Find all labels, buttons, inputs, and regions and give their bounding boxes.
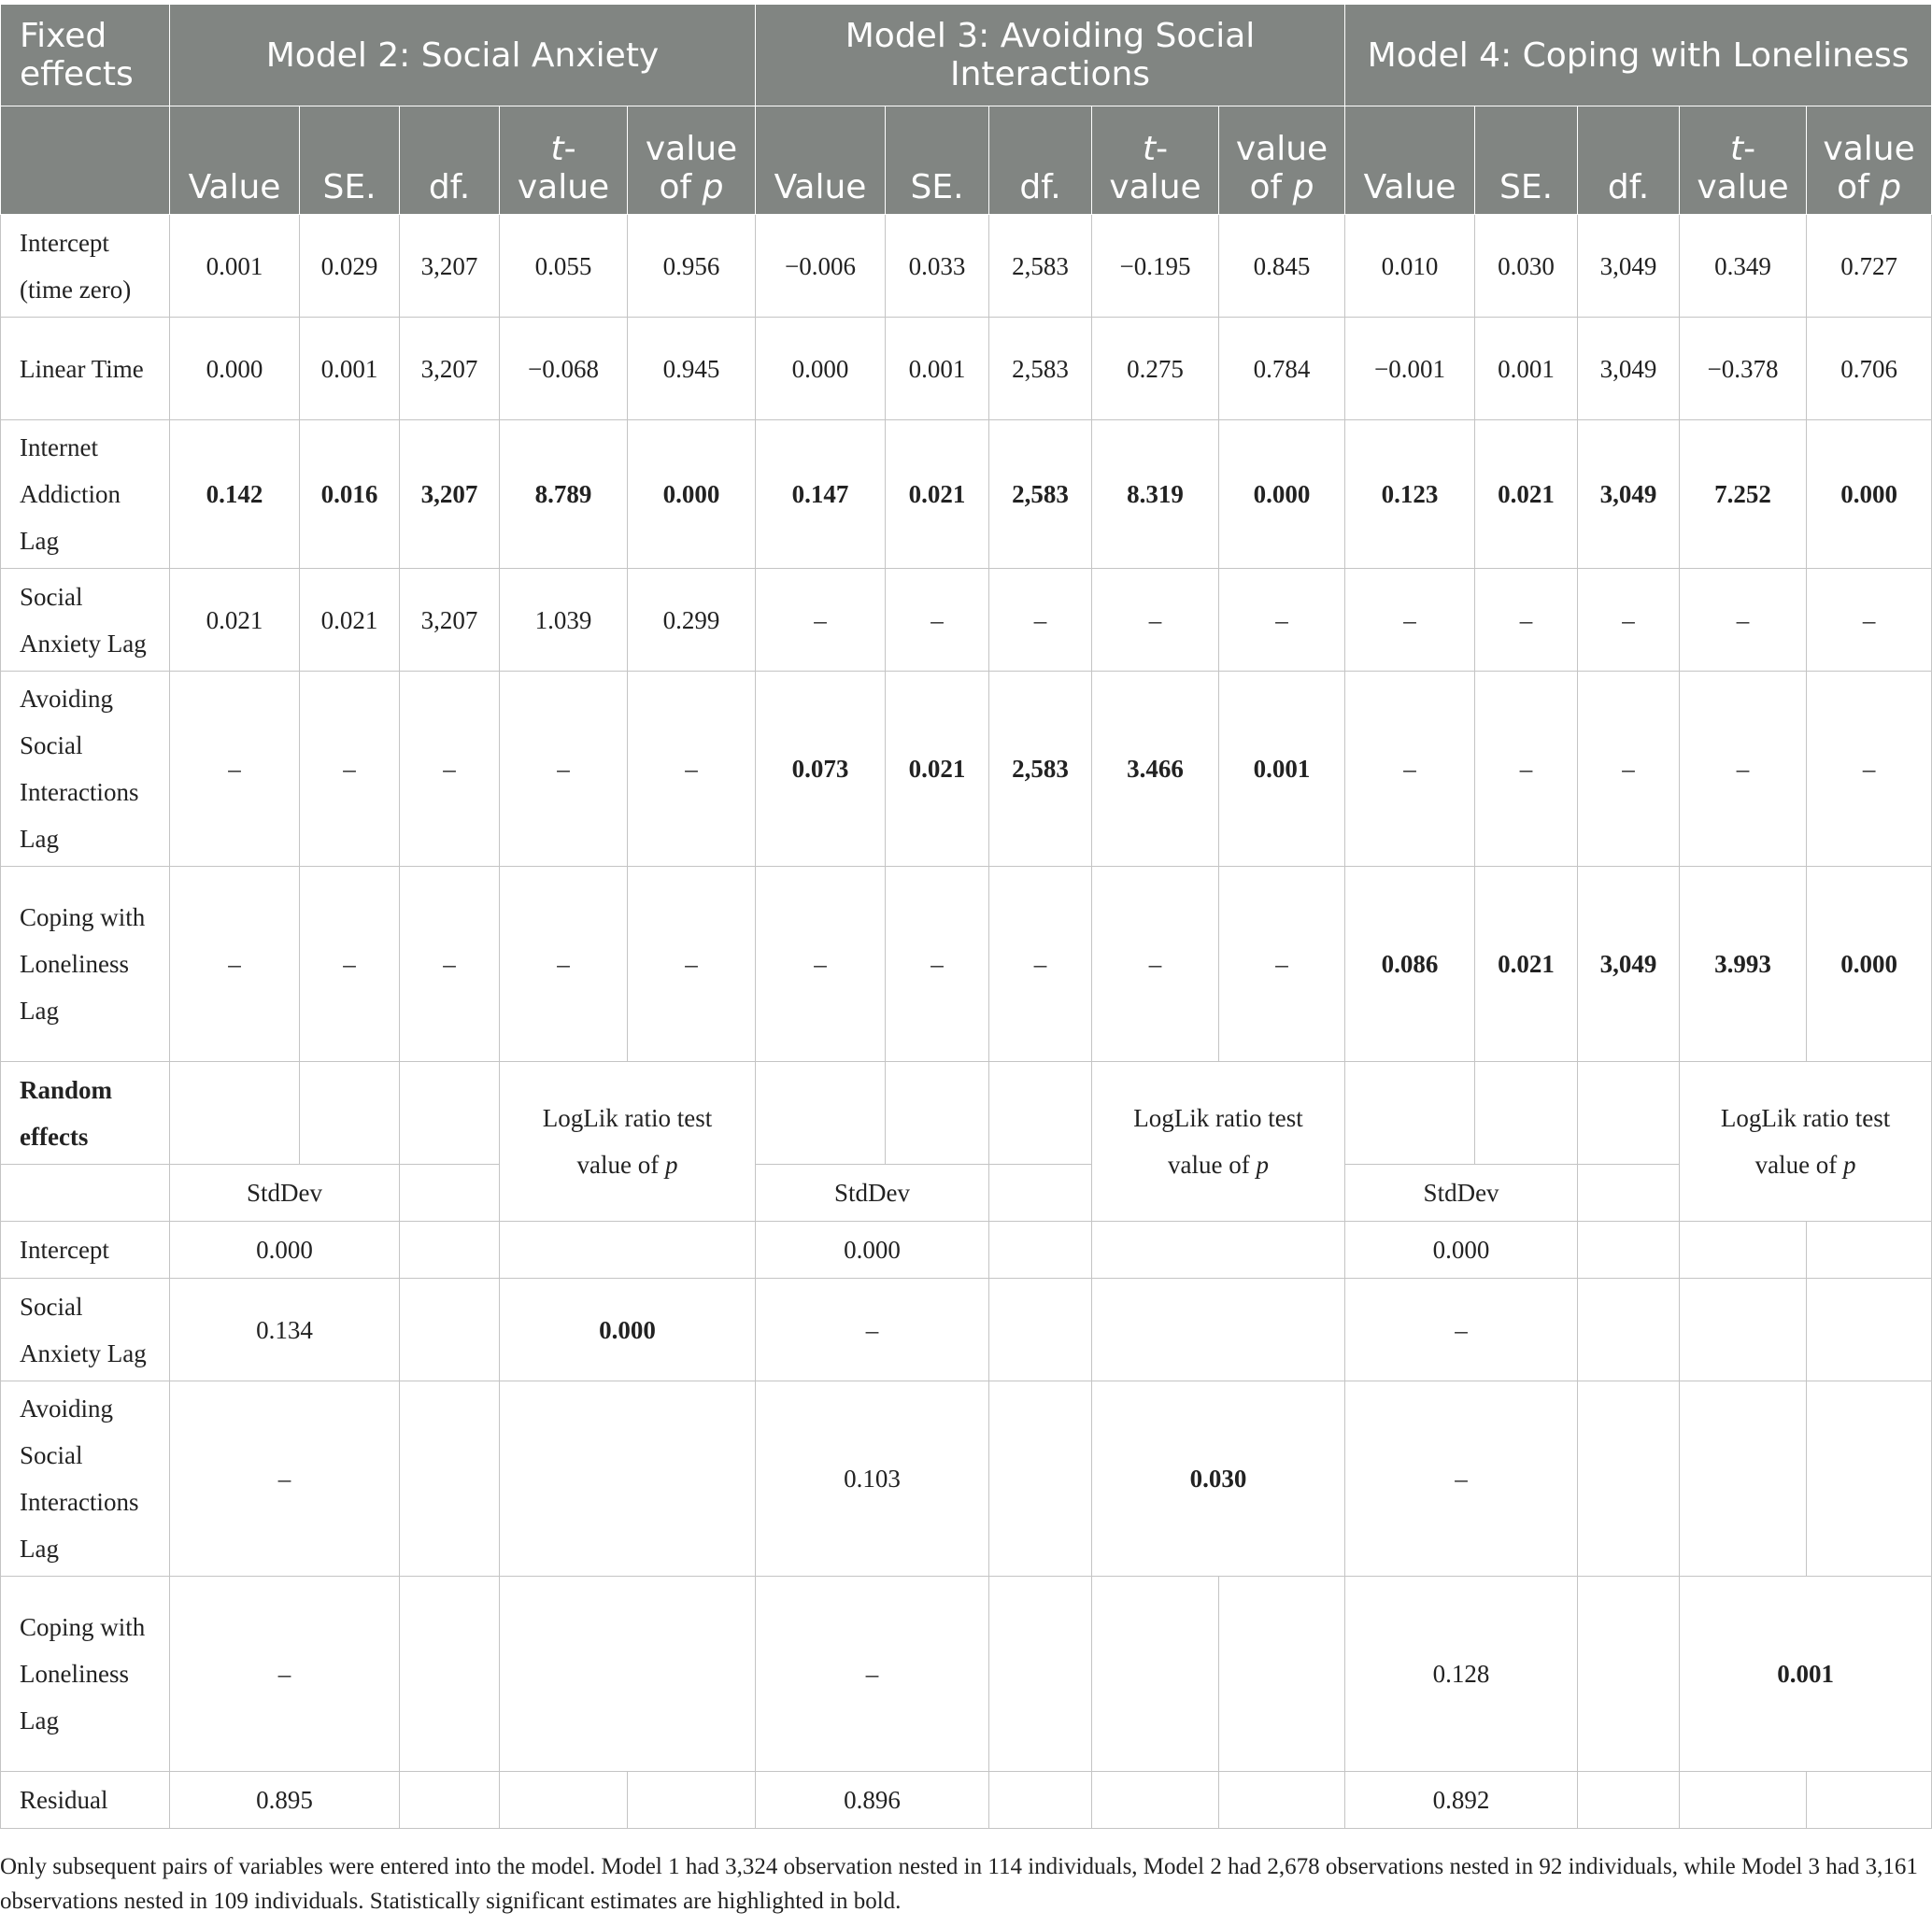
empty-cell bbox=[1578, 1772, 1680, 1829]
stddev-header: StdDev bbox=[756, 1165, 989, 1222]
p-cell bbox=[1807, 1381, 1932, 1577]
table-cell: – bbox=[170, 672, 300, 867]
stddev-cell: 0.128 bbox=[1345, 1577, 1578, 1772]
table-row bbox=[1, 420, 1932, 569]
empty-cell bbox=[400, 1577, 500, 1772]
empty-cell bbox=[1578, 1577, 1680, 1772]
col-se: SE. bbox=[300, 106, 400, 215]
empty-cell bbox=[1807, 1772, 1932, 1829]
stddev-cell: 0.134 bbox=[170, 1279, 400, 1381]
row-label: Avoiding Social Interactions Lag bbox=[1, 672, 170, 867]
stddev-cell: – bbox=[170, 1381, 400, 1577]
table-cell: – bbox=[1092, 867, 1219, 1062]
table-cell: – bbox=[989, 569, 1092, 672]
row-label: Social Anxiety Lag bbox=[1, 1279, 170, 1381]
empty-cell bbox=[1578, 1222, 1680, 1279]
random-effects-title: Random effects bbox=[1, 1062, 170, 1165]
table-cell: 8.319 bbox=[1092, 420, 1219, 569]
table-row bbox=[1, 1577, 1932, 1772]
p-cell: 0.030 bbox=[1092, 1381, 1345, 1577]
p-cell bbox=[1680, 1772, 1807, 1829]
table-cell: 0.086 bbox=[1345, 867, 1475, 1062]
table-cell: 0.000 bbox=[1807, 867, 1932, 1062]
table-cell: 0.001 bbox=[170, 215, 300, 318]
table-cell: −0.001 bbox=[1345, 318, 1475, 420]
table-cell: – bbox=[628, 672, 756, 867]
col-p-value: value of p bbox=[628, 106, 756, 215]
table-cell: – bbox=[628, 867, 756, 1062]
col-p-value: value of p bbox=[1219, 106, 1345, 215]
table-cell: – bbox=[1680, 672, 1807, 867]
table-cell: – bbox=[170, 867, 300, 1062]
table-cell: 3,207 bbox=[400, 420, 500, 569]
table-cell: 8.789 bbox=[500, 420, 628, 569]
table-row bbox=[1, 1381, 1932, 1577]
table-cell: – bbox=[1219, 569, 1345, 672]
col-se: SE. bbox=[1475, 106, 1578, 215]
empty-cell bbox=[989, 1381, 1092, 1577]
stddev-cell: 0.000 bbox=[756, 1222, 989, 1279]
table-cell: 0.000 bbox=[628, 420, 756, 569]
table-row bbox=[1, 1222, 1932, 1279]
table-cell: 0.845 bbox=[1219, 215, 1345, 318]
empty-cell bbox=[1, 1165, 170, 1222]
empty-cell bbox=[1578, 1279, 1680, 1381]
col-p-value: value of p bbox=[1807, 106, 1932, 215]
empty-cell bbox=[1680, 1222, 1807, 1279]
empty-cell bbox=[989, 1577, 1092, 1772]
empty-cell bbox=[1219, 1577, 1345, 1772]
col-t-value: t-value bbox=[1680, 106, 1807, 215]
table-cell: – bbox=[1578, 569, 1680, 672]
table-cell: – bbox=[300, 672, 400, 867]
table-cell: – bbox=[1345, 569, 1475, 672]
table-cell: – bbox=[400, 672, 500, 867]
empty-cell bbox=[886, 1062, 989, 1165]
table-cell: – bbox=[1578, 672, 1680, 867]
table-row bbox=[1, 1772, 1932, 1829]
table-cell: −0.068 bbox=[500, 318, 628, 420]
table-cell: 0.956 bbox=[628, 215, 756, 318]
empty-cell bbox=[400, 1279, 500, 1381]
empty-cell bbox=[1578, 1062, 1680, 1165]
row-label: Linear Time bbox=[1, 318, 170, 420]
random-effects-subheader-row bbox=[1, 1165, 1932, 1222]
table-row bbox=[1, 569, 1932, 672]
col-t-value: t-value bbox=[500, 106, 628, 215]
p-cell bbox=[1092, 1577, 1219, 1772]
table-cell: – bbox=[1345, 672, 1475, 867]
p-cell bbox=[1092, 1222, 1345, 1279]
stddev-cell: – bbox=[1345, 1279, 1578, 1381]
table-cell: – bbox=[400, 867, 500, 1062]
empty-cell bbox=[1475, 1062, 1578, 1165]
col-value: Value bbox=[756, 106, 886, 215]
table-cell: – bbox=[300, 867, 400, 1062]
table-cell: 0.123 bbox=[1345, 420, 1475, 569]
p-cell bbox=[1807, 1279, 1932, 1381]
table-cell: 2,583 bbox=[989, 215, 1092, 318]
table-cell: 0.727 bbox=[1807, 215, 1932, 318]
table-cell: 0.021 bbox=[1475, 420, 1578, 569]
table-cell: 0.945 bbox=[628, 318, 756, 420]
table-cell: 3,049 bbox=[1578, 318, 1680, 420]
empty-cell bbox=[1345, 1062, 1475, 1165]
table-cell: 0.029 bbox=[300, 215, 400, 318]
table-cell: 0.706 bbox=[1807, 318, 1932, 420]
table-footnote: Only subsequent pairs of variables were entered into the model. Model 1 had 3,324 observation nested in 114 individuals, Model 2 had 2,678 observations nested in 92 individuals, while Model 3 had 3,161 observations nested in 109 individuals. Statistically significant estimates are highlighted in bold. bbox=[0, 1854, 1918, 1914]
row-label: Coping with Loneliness Lag bbox=[1, 867, 170, 1062]
row-label: Social Anxiety Lag bbox=[1, 569, 170, 672]
table-cell: 3,207 bbox=[400, 318, 500, 420]
table-cell: 0.073 bbox=[756, 672, 886, 867]
stddev-header: StdDev bbox=[170, 1165, 400, 1222]
table-cell: – bbox=[756, 867, 886, 1062]
empty-cell bbox=[989, 1772, 1092, 1829]
table-cell: 0.001 bbox=[1219, 672, 1345, 867]
empty-cell bbox=[989, 1222, 1092, 1279]
empty-cell bbox=[1578, 1165, 1680, 1222]
loglik-header: LogLik ratio test value of p bbox=[1092, 1062, 1345, 1222]
table-cell: – bbox=[1807, 569, 1932, 672]
empty-cell bbox=[989, 1062, 1092, 1165]
stddev-cell: – bbox=[170, 1577, 400, 1772]
table-row bbox=[1, 318, 1932, 420]
empty-cell bbox=[756, 1062, 886, 1165]
row-label: Internet Addiction Lag bbox=[1, 420, 170, 569]
table-cell: 3.466 bbox=[1092, 672, 1219, 867]
table-cell: 3,049 bbox=[1578, 867, 1680, 1062]
table-cell: −0.006 bbox=[756, 215, 886, 318]
table-cell: 0.000 bbox=[1807, 420, 1932, 569]
table-cell: 3.993 bbox=[1680, 867, 1807, 1062]
model-3-header: Model 3: Avoiding Social Interactions bbox=[756, 5, 1345, 106]
table-cell: – bbox=[500, 867, 628, 1062]
empty-cell bbox=[400, 1062, 500, 1165]
loglik-header: LogLik ratio test value of p bbox=[500, 1062, 756, 1222]
table-cell: 0.147 bbox=[756, 420, 886, 569]
empty-cell bbox=[170, 1062, 300, 1165]
loglik-header: LogLik ratio test value of p bbox=[1680, 1062, 1932, 1222]
col-value: Value bbox=[170, 106, 300, 215]
empty-header-cell bbox=[1, 106, 170, 215]
stddev-cell: 0.000 bbox=[170, 1222, 400, 1279]
table-cell: 0.055 bbox=[500, 215, 628, 318]
empty-cell bbox=[989, 1279, 1092, 1381]
table-cell: 0.001 bbox=[886, 318, 989, 420]
stddev-cell: 0.103 bbox=[756, 1381, 989, 1577]
table-cell: 0.021 bbox=[170, 569, 300, 672]
table-cell: 0.275 bbox=[1092, 318, 1219, 420]
empty-cell bbox=[1680, 1279, 1807, 1381]
table-cell: 0.000 bbox=[170, 318, 300, 420]
table-cell: – bbox=[886, 569, 989, 672]
empty-cell bbox=[400, 1772, 500, 1829]
table-row bbox=[1, 867, 1932, 1062]
table-row bbox=[1, 672, 1932, 867]
p-cell bbox=[500, 1222, 756, 1279]
table-cell: 0.021 bbox=[886, 420, 989, 569]
p-cell: 0.001 bbox=[1680, 1577, 1932, 1772]
p-cell bbox=[1807, 1222, 1932, 1279]
row-label: Intercept bbox=[1, 1222, 170, 1279]
table-cell: 3,207 bbox=[400, 215, 500, 318]
empty-cell bbox=[989, 1165, 1092, 1222]
stddev-cell: 0.895 bbox=[170, 1772, 400, 1829]
col-value: Value bbox=[1345, 106, 1475, 215]
p-cell: 0.000 bbox=[500, 1279, 756, 1381]
table-cell: 0.001 bbox=[1475, 318, 1578, 420]
table-cell: 0.000 bbox=[756, 318, 886, 420]
table-cell: 0.349 bbox=[1680, 215, 1807, 318]
table-cell: 3,207 bbox=[400, 569, 500, 672]
table-cell: 0.021 bbox=[1475, 867, 1578, 1062]
col-df: df. bbox=[1578, 106, 1680, 215]
empty-cell bbox=[300, 1062, 400, 1165]
table-cell: 1.039 bbox=[500, 569, 628, 672]
table-cell: – bbox=[1219, 867, 1345, 1062]
table-row bbox=[1, 215, 1932, 318]
table-cell: 2,583 bbox=[989, 420, 1092, 569]
table-cell: 0.021 bbox=[300, 569, 400, 672]
table-cell: – bbox=[1092, 569, 1219, 672]
stddev-cell: 0.892 bbox=[1345, 1772, 1578, 1829]
table-cell: 7.252 bbox=[1680, 420, 1807, 569]
stddev-cell: – bbox=[756, 1577, 989, 1772]
table-cell: 0.021 bbox=[886, 672, 989, 867]
table-cell: −0.195 bbox=[1092, 215, 1219, 318]
table-cell: 0.000 bbox=[1219, 420, 1345, 569]
table-cell: 0.010 bbox=[1345, 215, 1475, 318]
random-effects-header-row bbox=[1, 1062, 1932, 1165]
table-cell: – bbox=[500, 672, 628, 867]
table-cell: 0.299 bbox=[628, 569, 756, 672]
empty-cell bbox=[400, 1165, 500, 1222]
table-cell: – bbox=[1475, 569, 1578, 672]
col-df: df. bbox=[989, 106, 1092, 215]
model-4-header: Model 4: Coping with Loneliness bbox=[1345, 5, 1932, 106]
stddev-cell: – bbox=[1345, 1381, 1578, 1577]
model-2-header: Model 2: Social Anxiety bbox=[170, 5, 756, 106]
empty-cell bbox=[628, 1772, 756, 1829]
table-cell: 0.033 bbox=[886, 215, 989, 318]
table-cell: 0.030 bbox=[1475, 215, 1578, 318]
table-cell: 2,583 bbox=[989, 318, 1092, 420]
col-se: SE. bbox=[886, 106, 989, 215]
results-table bbox=[0, 4, 1932, 1829]
row-label: Coping with Loneliness Lag bbox=[1, 1577, 170, 1772]
empty-cell bbox=[1680, 1381, 1807, 1577]
col-t-value: t-value bbox=[1092, 106, 1219, 215]
table-cell: – bbox=[1475, 672, 1578, 867]
stddev-cell: – bbox=[756, 1279, 989, 1381]
p-cell bbox=[500, 1772, 628, 1829]
stddev-header: StdDev bbox=[1345, 1165, 1578, 1222]
stddev-cell: 0.000 bbox=[1345, 1222, 1578, 1279]
p-cell bbox=[500, 1577, 756, 1772]
row-label: Residual bbox=[1, 1772, 170, 1829]
table-cell: – bbox=[1807, 672, 1932, 867]
empty-cell bbox=[1219, 1772, 1345, 1829]
p-cell bbox=[500, 1381, 756, 1577]
p-cell bbox=[1092, 1772, 1219, 1829]
table-cell: 0.016 bbox=[300, 420, 400, 569]
table-cell: 3,049 bbox=[1578, 215, 1680, 318]
table-cell: −0.378 bbox=[1680, 318, 1807, 420]
table-cell: 2,583 bbox=[989, 672, 1092, 867]
fixed-effects-header: Fixed effects bbox=[1, 5, 170, 106]
p-cell bbox=[1092, 1279, 1345, 1381]
table-cell: – bbox=[756, 569, 886, 672]
table-row bbox=[1, 1279, 1932, 1381]
table-cell: – bbox=[1680, 569, 1807, 672]
stddev-cell: 0.896 bbox=[756, 1772, 989, 1829]
col-df: df. bbox=[400, 106, 500, 215]
row-label: Avoiding Social Interactions Lag bbox=[1, 1381, 170, 1577]
empty-cell bbox=[1578, 1381, 1680, 1577]
empty-cell bbox=[400, 1222, 500, 1279]
table-cell: 0.784 bbox=[1219, 318, 1345, 420]
row-label: Intercept (time zero) bbox=[1, 215, 170, 318]
table-cell: – bbox=[989, 867, 1092, 1062]
table-cell: 3,049 bbox=[1578, 420, 1680, 569]
table-cell: 0.001 bbox=[300, 318, 400, 420]
table-cell: 0.142 bbox=[170, 420, 300, 569]
empty-cell bbox=[400, 1381, 500, 1577]
table-cell: – bbox=[886, 867, 989, 1062]
